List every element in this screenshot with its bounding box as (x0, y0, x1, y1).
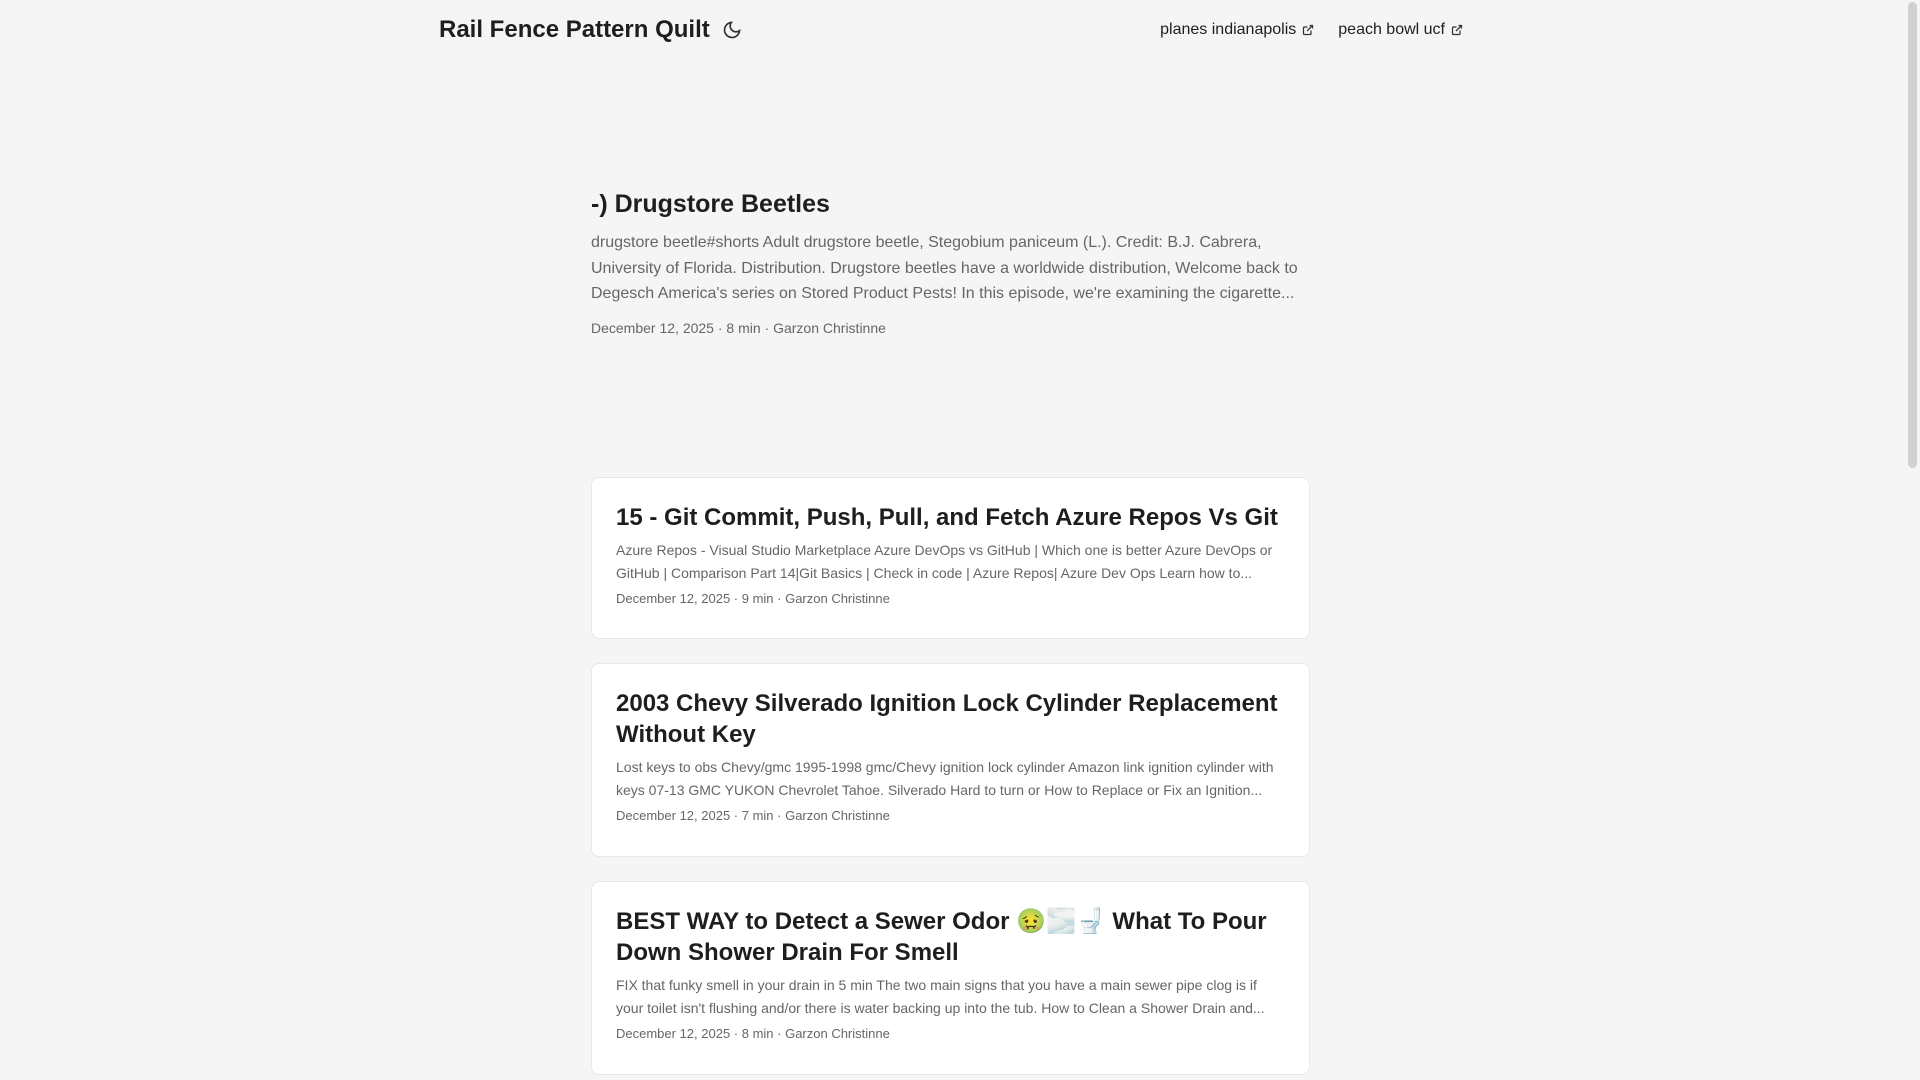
brand (439, 16, 742, 44)
post-description: FIX that funky smell in your drain in 5 min The two main signs that you have a main sewer pipe clog is if your toilet isn't flushing and/or there is water backing up into the tub. How to Clean a Shower Drain and... (616, 977, 1265, 1016)
external-link-icon (1451, 24, 1463, 36)
post-title: BEST WAY to Detect a Sewer Odor 🤢🌫️🚽 What To Pour Down Shower Drain For Smell (616, 908, 1267, 966)
post-title: 2003 Chevy Silverado Ignition Lock Cylinder Replacement Without Key (616, 690, 1278, 748)
moon-icon[interactable] (722, 20, 742, 40)
post-description: Lost keys to obs Chevy/gmc 1995-1998 gmc/Chevy ignition lock cylinder Amazon link ignition cylinder with keys 07-13 GMC YUKON Chevrolet Tahoe. Silverado Hard to turn or How to Replace or Fix an Ignition... (616, 759, 1274, 798)
post-card[interactable] (591, 881, 1310, 1075)
post-description: Azure Repos - Visual Studio Marketplace Azure DevOps vs GitHub | Which one is better Azure DevOps or GitHub | Comparison Part 14|Git Basics | Check in code | Azure Repos| Azure Dev Ops Learn how to... (616, 542, 1273, 581)
external-link-icon (1302, 24, 1314, 36)
hero-title: -) Drugstore Beetles (591, 190, 830, 218)
post-card[interactable] (591, 663, 1310, 857)
scrollbar[interactable] (1905, 0, 1920, 1080)
nav-link-label: planes indianapolis (1160, 21, 1297, 38)
post-card[interactable] (591, 477, 1310, 639)
scrollbar-thumb[interactable] (1908, 2, 1917, 468)
post-meta: December 12, 2025 · 7 min · Garzon Christinne (616, 808, 890, 823)
hero-post[interactable] (591, 188, 1310, 336)
nav-link-planes-indianapolis[interactable] (1160, 21, 1314, 39)
hero-meta: December 12, 2025 · 8 min · Garzon Christinne (591, 319, 886, 336)
post-meta: December 12, 2025 · 8 min · Garzon Christinne (616, 1026, 890, 1041)
post-meta: December 12, 2025 · 9 min · Garzon Christinne (616, 591, 890, 606)
top-nav (1160, 21, 1463, 39)
site-header (439, 0, 1463, 60)
hero-description: drugstore beetle#shorts Adult drugstore beetle, Stegobium paniceum (L.). Credit: B.J. Cabrera, University of Florida. Distribution. Drugstore beetles have a worldwide distribution, Welcome back to Degesch America's series on Stored Product Pests! In this episode, we're examining the cigarette... (591, 234, 1298, 302)
post-title: 15 - Git Commit, Push, Pull, and Fetch Azure Repos Vs Git (616, 504, 1278, 531)
nav-link-peach-bowl-ucf[interactable] (1338, 21, 1463, 39)
nav-link-label: peach bowl ucf (1338, 21, 1445, 38)
site-title-link[interactable]: Rail Fence Pattern Quilt (439, 16, 710, 43)
